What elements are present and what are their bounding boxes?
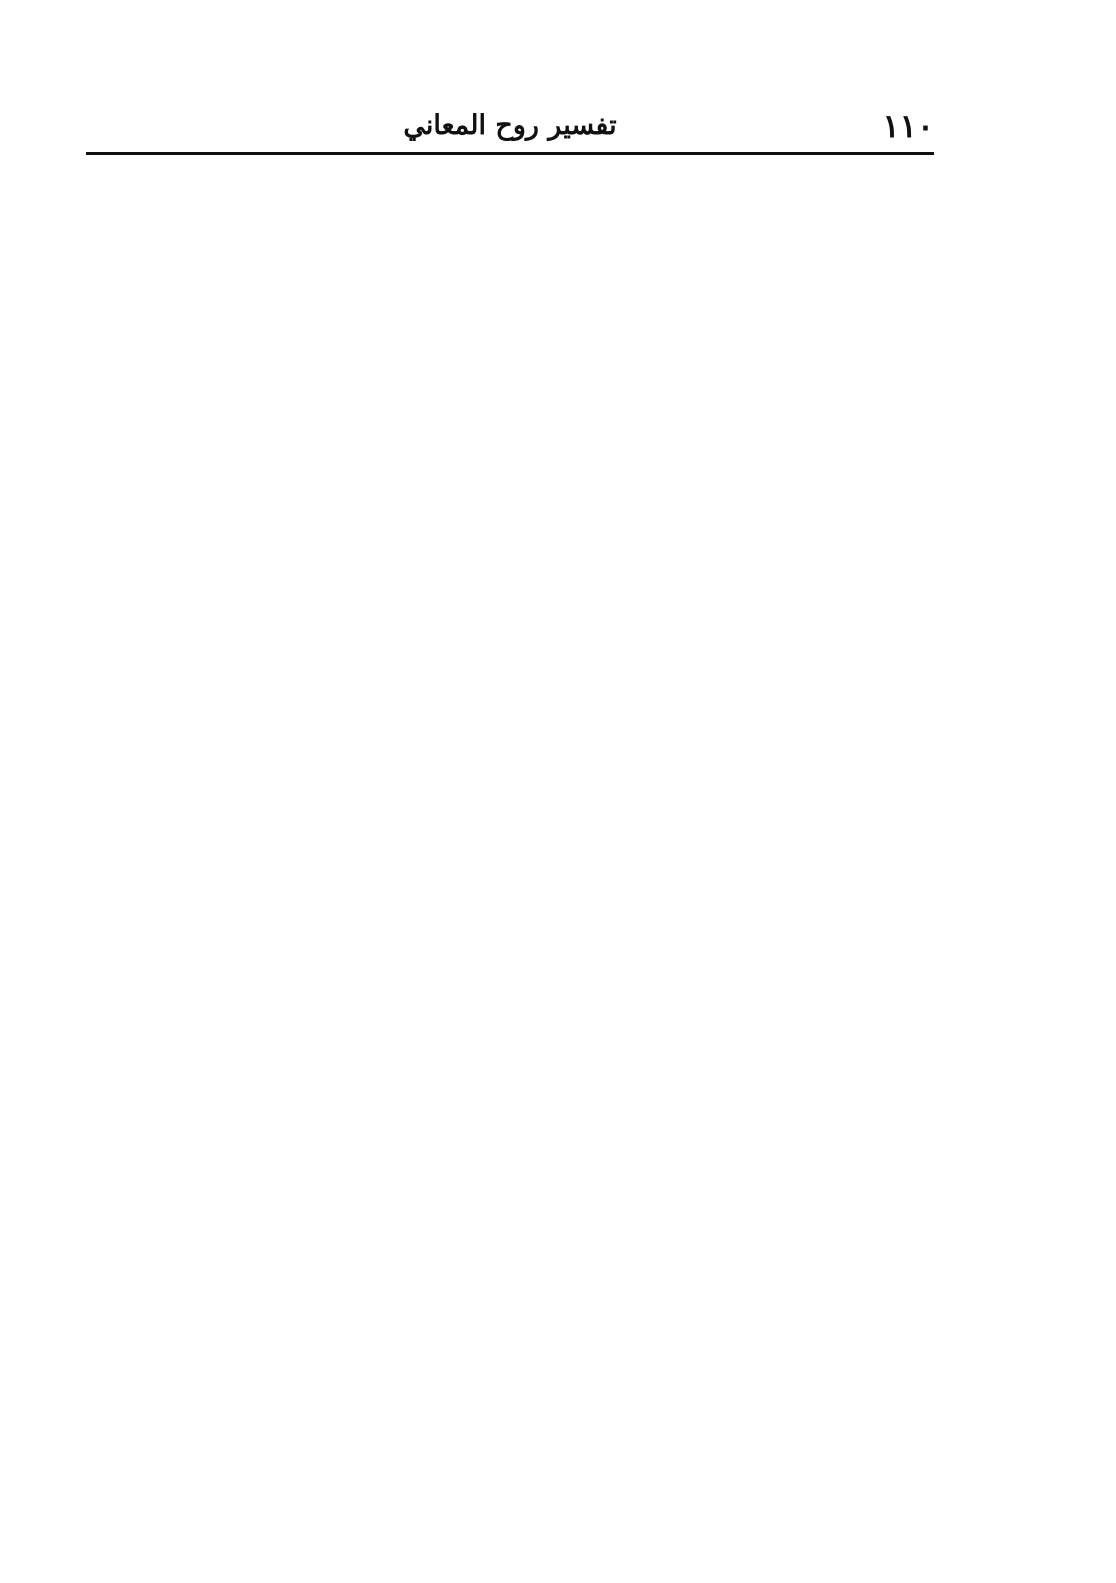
body-line: [40, 1130, 934, 1166]
body-line: [40, 773, 934, 809]
body-line: [40, 1272, 934, 1308]
body-line: [40, 1165, 934, 1201]
page-number: ١١٠: [882, 107, 934, 145]
body-line: [40, 951, 934, 987]
body-line: [40, 344, 934, 380]
body-line: [40, 416, 934, 452]
body-line: [40, 1486, 934, 1522]
body-line: [40, 1415, 934, 1451]
running-title: تفسير روح المعاني: [403, 110, 617, 141]
body-line: [40, 380, 934, 416]
body-line: [40, 666, 934, 702]
body-line: [40, 987, 934, 1023]
body-line: [40, 309, 934, 345]
body-line: [40, 1058, 934, 1094]
body-line: [40, 1308, 934, 1344]
body-line: [40, 1344, 934, 1380]
body-line: [40, 452, 934, 488]
body-line: [40, 915, 934, 951]
body-line: [40, 594, 934, 630]
body-line: [40, 1379, 934, 1415]
body-text: [40, 166, 934, 1558]
body-line: [40, 237, 934, 273]
body-line: [40, 487, 934, 523]
body-line: [40, 1201, 934, 1237]
body-line: [40, 1023, 934, 1059]
body-line: [40, 273, 934, 309]
body-line: [40, 1094, 934, 1130]
body-line: [40, 808, 934, 844]
body-line: [40, 701, 934, 737]
body-line: [40, 737, 934, 773]
body-line: [40, 630, 934, 666]
header-rule: [86, 152, 934, 155]
body-line: [40, 1522, 934, 1558]
body-line: [40, 559, 934, 595]
body-line: [40, 880, 934, 916]
body-line: [40, 523, 934, 559]
body-line: [40, 166, 934, 202]
body-line: [40, 1451, 934, 1487]
body-line: [40, 844, 934, 880]
page-header: [86, 104, 934, 148]
body-line: [40, 202, 934, 238]
body-line: [40, 1237, 934, 1273]
